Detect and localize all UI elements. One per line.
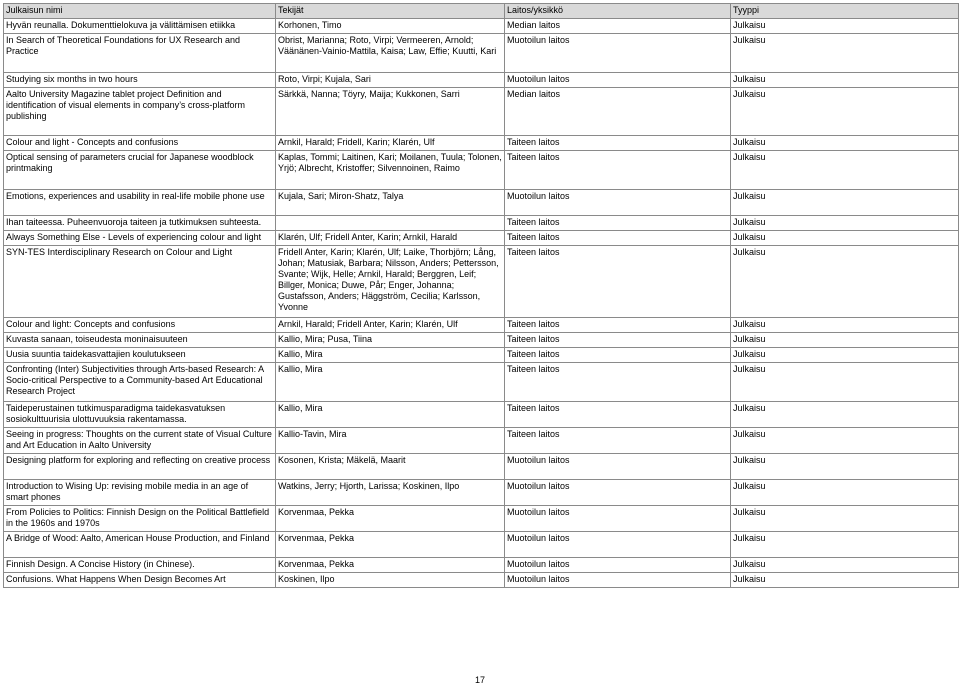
table-row [4, 363, 959, 402]
authors-cell: Arnkil, Harald; Fridell Anter, Karin; Klarén, Ulf [276, 318, 505, 333]
table-row [4, 136, 959, 151]
page-number: 17 [474, 675, 485, 685]
header-publication-name: Julkaisun nimi [4, 4, 276, 19]
type-cell: Julkaisu [731, 333, 959, 348]
department-cell: Muotoilun laitos [505, 454, 731, 480]
authors-cell: Korvenmaa, Pekka [276, 506, 505, 532]
publication-name-cell: Finnish Design. A Concise History (in Chinese). [4, 558, 276, 573]
publication-name-cell: SYN-TES Interdisciplinary Research on Colour and Light [4, 246, 276, 318]
type-cell: Julkaisu [731, 151, 959, 190]
department-cell: Taiteen laitos [505, 402, 731, 428]
department-cell: Median laitos [505, 88, 731, 136]
publication-name-cell: Ihan taiteessa. Puheenvuoroja taiteen ja tutkimuksen suhteesta. [4, 216, 276, 231]
publication-name-cell: Colour and light: Concepts and confusions [4, 318, 276, 333]
publication-name-cell: Aalto University Magazine tablet project Definition and identification of visual elements in company’s cross-platform publishing [4, 88, 276, 136]
table-row [4, 480, 959, 506]
publication-name-cell: Taideperustainen tutkimusparadigma taidekasvatuksen sosiokulttuurisia ulottuvuuksia rakentamassa. [4, 402, 276, 428]
authors-cell: Kallio, Mira [276, 348, 505, 363]
publication-name-cell: Confusions. What Happens When Design Becomes Art [4, 573, 276, 588]
type-cell: Julkaisu [731, 190, 959, 216]
type-cell: Julkaisu [731, 428, 959, 454]
authors-cell: Korhonen, Timo [276, 19, 505, 34]
type-cell: Julkaisu [731, 73, 959, 88]
department-cell: Muotoilun laitos [505, 34, 731, 73]
publications-table [3, 3, 959, 588]
table-row [4, 573, 959, 588]
type-cell: Julkaisu [731, 506, 959, 532]
type-cell: Julkaisu [731, 348, 959, 363]
type-cell: Julkaisu [731, 216, 959, 231]
authors-cell: Fridell Anter, Karin; Klarén, Ulf; Laike, Thorbjörn; Lång, Johan; Matusiak, Barbara; Nilsson, Anders; Pettersson, Svante; Wijk, Helle; Arnkil, Harald; Berggren, Leif; Billger, Monica; Duwe, Pår; Enger, Johanna; Gustafsson, Anders; Häggström, Cecilia; Karlsson, Yvonne [276, 246, 505, 318]
authors-cell: Kallio, Mira [276, 363, 505, 402]
department-cell: Taiteen laitos [505, 151, 731, 190]
header-authors: Tekijät [276, 4, 505, 19]
publication-name-cell: Colour and light - Concepts and confusions [4, 136, 276, 151]
publication-name-cell: A Bridge of Wood: Aalto, American House Production, and Finland [4, 532, 276, 558]
type-cell: Julkaisu [731, 19, 959, 34]
publication-name-cell: Always Something Else - Levels of experiencing colour and light [4, 231, 276, 246]
department-cell: Muotoilun laitos [505, 506, 731, 532]
authors-cell: Korvenmaa, Pekka [276, 558, 505, 573]
table-header-row [4, 4, 959, 19]
publication-name-cell: Designing platform for exploring and reflecting on creative process [4, 454, 276, 480]
table-row [4, 333, 959, 348]
department-cell: Median laitos [505, 19, 731, 34]
publication-name-cell: Hyvän reunalla. Dokumenttielokuva ja välittämisen etiikka [4, 19, 276, 34]
table-row [4, 34, 959, 73]
table-row [4, 73, 959, 88]
authors-cell [276, 216, 505, 231]
department-cell: Muotoilun laitos [505, 190, 731, 216]
type-cell: Julkaisu [731, 363, 959, 402]
type-cell: Julkaisu [731, 402, 959, 428]
publication-name-cell: Kuvasta sanaan, toiseudesta moninaisuuteen [4, 333, 276, 348]
department-cell: Taiteen laitos [505, 246, 731, 318]
department-cell: Taiteen laitos [505, 333, 731, 348]
authors-cell: Kallio, Mira; Pusa, Tiina [276, 333, 505, 348]
department-cell: Muotoilun laitos [505, 480, 731, 506]
table-row [4, 402, 959, 428]
publication-name-cell: Introduction to Wising Up: revising mobile media in an age of smart phones [4, 480, 276, 506]
table-row [4, 532, 959, 558]
type-cell: Julkaisu [731, 573, 959, 588]
department-cell: Muotoilun laitos [505, 73, 731, 88]
department-cell: Taiteen laitos [505, 231, 731, 246]
table-row [4, 216, 959, 231]
table-row [4, 318, 959, 333]
table-row [4, 190, 959, 216]
publication-name-cell: Confronting (Inter) Subjectivities through Arts-based Research: A Socio-critical Perspective to a Community-based Art Educational Research Project [4, 363, 276, 402]
table-row [4, 454, 959, 480]
department-cell: Muotoilun laitos [505, 573, 731, 588]
authors-cell: Watkins, Jerry; Hjorth, Larissa; Koskinen, Ilpo [276, 480, 505, 506]
table-row [4, 151, 959, 190]
department-cell: Taiteen laitos [505, 216, 731, 231]
table-row [4, 246, 959, 318]
header-department: Laitos/yksikkö [505, 4, 731, 19]
table-row [4, 88, 959, 136]
type-cell: Julkaisu [731, 454, 959, 480]
type-cell: Julkaisu [731, 246, 959, 318]
publication-name-cell: In Search of Theoretical Foundations for UX Research and Practice [4, 34, 276, 73]
authors-cell: Korvenmaa, Pekka [276, 532, 505, 558]
table-row [4, 428, 959, 454]
department-cell: Muotoilun laitos [505, 558, 731, 573]
department-cell: Taiteen laitos [505, 318, 731, 333]
publication-name-cell: Uusia suuntia taidekasvattajien koulutukseen [4, 348, 276, 363]
authors-cell: Koskinen, Ilpo [276, 573, 505, 588]
department-cell: Taiteen laitos [505, 348, 731, 363]
table-row [4, 348, 959, 363]
authors-cell: Arnkil, Harald; Fridell, Karin; Klarén, Ulf [276, 136, 505, 151]
type-cell: Julkaisu [731, 136, 959, 151]
authors-cell: Obrist, Marianna; Roto, Virpi; Vermeeren, Arnold; Väänänen-Vainio-Mattila, Kaisa; Law, Effie; Kuutti, Kari [276, 34, 505, 73]
type-cell: Julkaisu [731, 88, 959, 136]
type-cell: Julkaisu [731, 558, 959, 573]
authors-cell: Kallio, Mira [276, 402, 505, 428]
publication-name-cell: Optical sensing of parameters crucial for Japanese woodblock printmaking [4, 151, 276, 190]
authors-cell: Kosonen, Krista; Mäkelä, Maarit [276, 454, 505, 480]
authors-cell: Särkkä, Nanna; Töyry, Maija; Kukkonen, Sarri [276, 88, 505, 136]
type-cell: Julkaisu [731, 532, 959, 558]
type-cell: Julkaisu [731, 480, 959, 506]
table-body [4, 19, 959, 588]
publication-name-cell: From Policies to Politics: Finnish Design on the Political Battlefield in the 1960s and 1970s [4, 506, 276, 532]
type-cell: Julkaisu [731, 318, 959, 333]
department-cell: Taiteen laitos [505, 428, 731, 454]
publication-name-cell: Emotions, experiences and usability in real-life mobile phone use [4, 190, 276, 216]
department-cell: Taiteen laitos [505, 363, 731, 402]
header-type: Tyyppi [731, 4, 959, 19]
authors-cell: Roto, Virpi; Kujala, Sari [276, 73, 505, 88]
authors-cell: Kaplas, Tommi; Laitinen, Kari; Moilanen, Tuula; Tolonen, Yrjö; Albrecht, Kristoffer; Silvennoinen, Raimo [276, 151, 505, 190]
type-cell: Julkaisu [731, 34, 959, 73]
authors-cell: Kujala, Sari; Miron-Shatz, Talya [276, 190, 505, 216]
department-cell: Muotoilun laitos [505, 532, 731, 558]
publication-name-cell: Seeing in progress: Thoughts on the current state of Visual Culture and Art Education in Aalto University [4, 428, 276, 454]
type-cell: Julkaisu [731, 231, 959, 246]
table-row [4, 558, 959, 573]
department-cell: Taiteen laitos [505, 136, 731, 151]
publication-name-cell: Studying six months in two hours [4, 73, 276, 88]
authors-cell: Klarén, Ulf; Fridell Anter, Karin; Arnkil, Harald [276, 231, 505, 246]
table-row [4, 19, 959, 34]
table-row [4, 231, 959, 246]
authors-cell: Kallio-Tavin, Mira [276, 428, 505, 454]
table-row [4, 506, 959, 532]
